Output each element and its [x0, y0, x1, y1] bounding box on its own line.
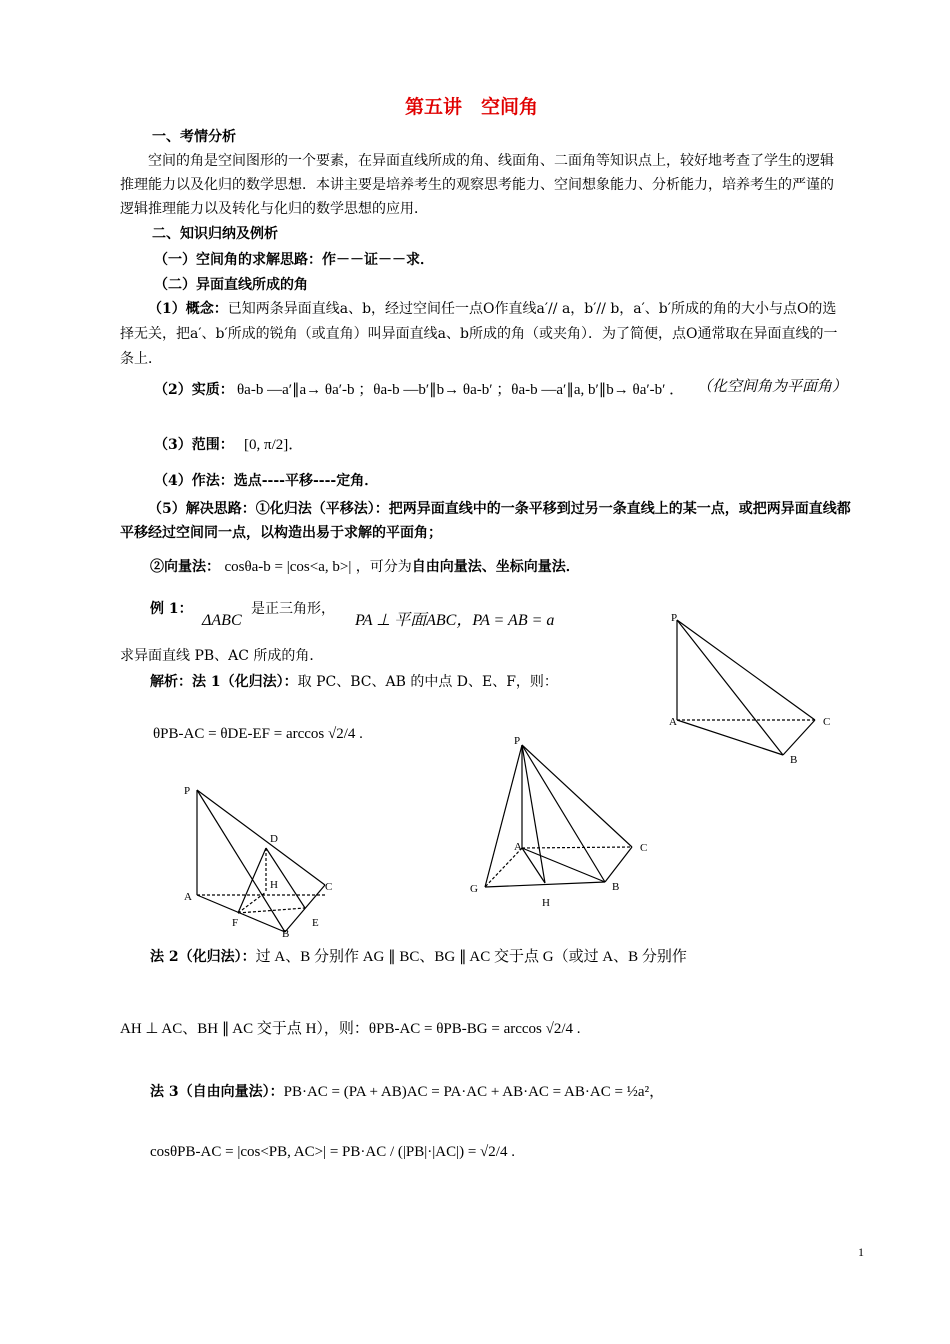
page-number: 1	[858, 1245, 864, 1259]
method3-formula-2: cosθPB-AC = |cos<PB, AC>| = PB·AC / (|PB|·|AC|) = √2/4 .	[150, 1144, 515, 1160]
fig3-label-h: H	[542, 897, 550, 909]
fig3-label-a: A	[514, 841, 522, 853]
example-cond3: PA ⊥ 平面ABC，PA = AB = a	[355, 612, 555, 629]
fig1-label-b: B	[790, 754, 798, 766]
section-heading-2: 二、知识归纳及例析	[152, 226, 278, 242]
fig1-label-a: A	[669, 716, 677, 728]
section1-body: 空间的角是空间图形的一个要素，在异面直线所成的角、线面角、二面角等知识点上，较好地考查了学生的逻辑推理能力以及化归的数学思想．本讲主要是培养考生的观察思考能力、空间想象能力、分析能力，培养考生的严谨的逻辑推理能力以及转化与化归的数学思想的应用．	[120, 153, 834, 217]
fig1-label-c: C	[823, 716, 831, 728]
fig2-label-h: H	[270, 879, 278, 891]
solution-label: 解析：法 1（化归法）：	[150, 674, 298, 690]
vector-line	[150, 558, 580, 576]
section-heading-1: 一、考情分析	[152, 129, 236, 145]
vector-text: ，可分为	[355, 559, 412, 575]
fig2-label-p: P	[184, 785, 191, 797]
figure-pyramid-1	[665, 605, 845, 775]
idea-paragraph	[120, 497, 860, 545]
essence-formula: θa-b —a′∥a→ θa′-b ；θa-b —b′∥b→ θa-b′ ；θa-b —a′∥a, b′∥b→ θa′-b′ ．	[237, 382, 685, 398]
method2-line	[150, 948, 687, 966]
solution-text: 取 PC、BC、AB 的中点 D、E、F，则：	[297, 674, 558, 690]
subheading-solve-idea: （一）空间角的求解思路：作－－证－－求．	[154, 252, 434, 268]
page-title: 第五讲 空间角	[405, 96, 539, 118]
method2-text: 过 A、B 分别作 AG ∥ BC、BG ∥ AC 交于点 G（或过 A、B 分别作	[255, 949, 687, 965]
example-triangle: ΔABC	[202, 612, 242, 629]
example-label: 例 1：	[150, 601, 193, 617]
fig3-label-c: C	[640, 842, 648, 854]
fig3-label-b: B	[612, 881, 620, 893]
method2-text-2: AH ⊥ AC、BH ∥ AC 交于点 H），则：θPB-AC = θPB-BG = arccos √2/4 .	[120, 1021, 581, 1037]
solution-formula-1: θPB-AC = θDE-EF = arccos √2/4 .	[153, 726, 363, 742]
method2-label: 法 2（化归法）：	[150, 949, 256, 965]
fig3-label-g: G	[470, 883, 478, 895]
subheading-skew-angle: （二）异面直线所成的角	[154, 277, 308, 293]
method3-formula: PB·AC = (PA + AB)AC = PA·AC + AB·AC = AB·AC = ½a²，	[283, 1084, 665, 1100]
concept-text: 已知两条异面直线a、b，经过空间任一点O作直线a′// a，b′// b，a′、b′所成的角的大小与点O的选择无关，把a′、b′所成的锐角（或直角）叫异面直线a、b所成的角（或夹角）．为了简便，点O通常取在异面直线的一条上．	[120, 301, 838, 367]
essence-note: （化空间角为平面角）	[697, 379, 848, 395]
vector-formula: cosθa-b = |cos<a, b>|	[224, 559, 352, 575]
fig3-label-p: P	[514, 735, 521, 747]
range-label: （3）范围：	[154, 437, 234, 453]
figure-pyramid-3	[460, 730, 660, 910]
fig2-label-a: A	[184, 891, 192, 903]
vector-label: ②向量法：	[150, 559, 220, 575]
essence-label: （2）实质：	[154, 382, 234, 398]
fig2-label-c: C	[325, 881, 333, 893]
example-cond2: 是正三角形，	[251, 601, 335, 617]
fig2-label-f: F	[232, 917, 239, 929]
fig2-label-b: B	[282, 928, 290, 940]
figure-pyramid-2	[180, 780, 350, 940]
range-formula: [0, π/2]．	[244, 437, 304, 453]
method-step: （4）作法：选点----平移----定角．	[154, 473, 379, 489]
idea-label: （5）解决思路：①化归法（平移法）：	[148, 501, 389, 517]
solution-line	[150, 673, 558, 691]
idea-text: 把两异面直线中的一条平移到过另一条直线上的某一点，或把两异面直线都平移经过空间同一点，以构造出易于求解的平面角；	[120, 501, 851, 541]
fig2-label-d: D	[270, 833, 278, 845]
concept-paragraph	[120, 297, 840, 372]
method3-label: 法 3（自由向量法）：	[150, 1084, 284, 1100]
vector-bold: 自由向量法、坐标向量法．	[411, 559, 580, 575]
example-question: 求异面直线 PB、AC 所成的角．	[120, 648, 324, 664]
fig1-label-p: P	[671, 612, 678, 624]
concept-label: （1）概念：	[148, 301, 228, 317]
method3-line	[150, 1083, 664, 1101]
fig2-label-e: E	[312, 917, 319, 929]
